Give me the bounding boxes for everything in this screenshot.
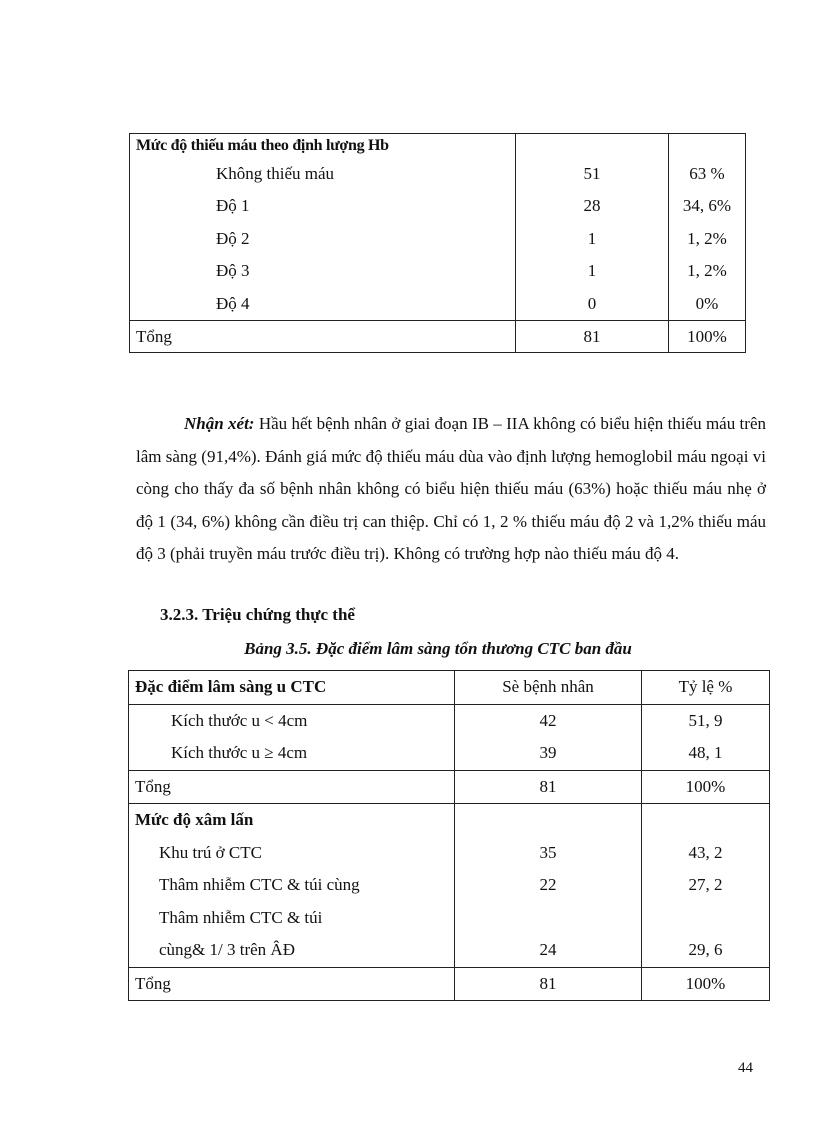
column-header: Tỷ lệ % <box>642 671 770 705</box>
section-title: 3.2.3. Triệu chứng thực thể <box>160 605 355 624</box>
table-row: Khu trú ở CTC 35 43, 2 <box>129 837 770 870</box>
table-row: Kích thước u < 4cm 42 51, 9 <box>129 704 770 737</box>
table-header-row <box>129 671 770 705</box>
table-row: Kích thước u ≥ 4cm 39 48, 1 <box>129 737 770 770</box>
table-row: Độ 4 0 0% <box>130 288 746 321</box>
comment-paragraph <box>136 408 766 571</box>
invasion-header-row: Mức độ xâm lấn <box>129 804 770 837</box>
column-header: Đặc điểm lâm sàng u CTC <box>129 671 455 705</box>
table-row: Độ 2 1 1, 2% <box>130 223 746 255</box>
table-row: Độ 1 28 34, 6% <box>130 190 746 222</box>
table-total-row: Tổng 81 100% <box>129 967 770 1001</box>
table-row: Độ 3 1 1, 2% <box>130 255 746 287</box>
table-total-row: Tổng 81 100% <box>129 770 770 804</box>
anemia-table <box>129 133 746 353</box>
table-row: Thâm nhiễm CTC & túi cùng 22 27, 2 <box>129 869 770 902</box>
table-row: Thâm nhiễm CTC & túi cùng& 1/ 3 trên ÂĐ 24 29, 6 <box>129 902 770 968</box>
anemia-table-header: Mức độ thiếu máu theo định lượng Hb <box>130 134 516 159</box>
column-header: Sè bệnh nhân <box>455 671 642 705</box>
table-total-row: Tổng 81 100% <box>130 321 746 353</box>
table-row: Không thiếu máu 51 63 % <box>130 158 746 190</box>
clinical-table <box>128 670 770 1001</box>
page-number: 44 <box>738 1060 753 1076</box>
comment-text: Hầu hết bệnh nhân ở giai đoạn IB – IIA không có biểu hiện thiếu máu trên lâm sàng (91,4%). Đánh giá mức độ thiếu máu dùa vào định lượng hemoglobil máu ngoại vi còng cho thấy đa số bệnh nhân không có biểu hiện thiếu máu (63%) hoặc thiếu máu nhẹ ở độ 1 (34, 6%) không cần điều trị can thiệp. Chỉ có 1, 2 % thiếu máu độ 2 và 1,2% thiếu máu độ 3 (phải truyền máu trước điều trị). Không có trường hợp nào thiếu máu độ 4. <box>136 414 766 563</box>
comment-lead: Nhận xét: <box>184 414 255 433</box>
table-caption: Bảng 3.5. Đặc điểm lâm sàng tổn thương CTC ban đầu <box>244 639 632 658</box>
